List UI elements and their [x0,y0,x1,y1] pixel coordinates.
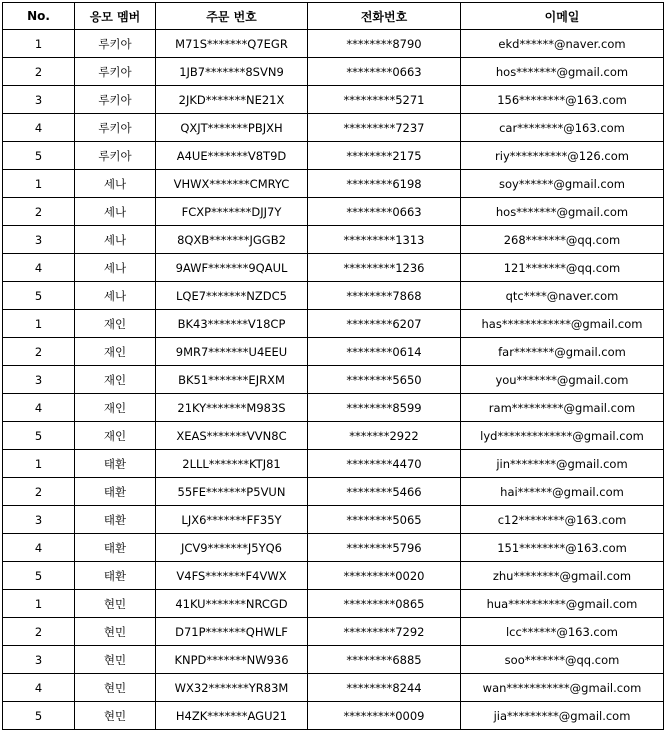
cell-order-number: LJX6*******FF35Y [156,506,308,534]
cell-member: 루키아 [75,58,156,86]
table-row [3,702,664,730]
cell-email: jin********@gmail.com [461,450,664,478]
cell-member: 세나 [75,226,156,254]
table-row [3,618,664,646]
cell-order-number: KNPD*******NW936 [156,646,308,674]
cell-email: 151********@163.com [461,534,664,562]
cell-no: 1 [3,170,75,198]
cell-member: 재인 [75,338,156,366]
cell-phone: ********5796 [308,534,461,562]
cell-member: 세나 [75,254,156,282]
cell-no: 3 [3,226,75,254]
cell-email: qtc****@naver.com [461,282,664,310]
cell-phone: *********0009 [308,702,461,730]
table-row [3,674,664,702]
cell-member: 세나 [75,282,156,310]
table-row [3,450,664,478]
cell-member: 현민 [75,646,156,674]
table-row [3,142,664,170]
cell-email: jia*********@gmail.com [461,702,664,730]
cell-phone: ********8244 [308,674,461,702]
cell-no: 4 [3,674,75,702]
cell-member: 재인 [75,366,156,394]
cell-no: 3 [3,366,75,394]
cell-order-number: A4UE*******V8T9D [156,142,308,170]
table-row [3,562,664,590]
cell-email: 121*******@qq.com [461,254,664,282]
cell-order-number: 9AWF*******9QAUL [156,254,308,282]
cell-email: hua**********@gmail.com [461,590,664,618]
cell-phone: *********7237 [308,114,461,142]
table-row [3,590,664,618]
cell-phone: ********8599 [308,394,461,422]
table-row [3,422,664,450]
cell-no: 4 [3,534,75,562]
table-row [3,226,664,254]
cell-member: 현민 [75,702,156,730]
cell-order-number: JCV9*******J5YQ6 [156,534,308,562]
cell-no: 5 [3,562,75,590]
cell-phone: ********5065 [308,506,461,534]
cell-phone: ********8790 [308,30,461,58]
cell-phone: ********0614 [308,338,461,366]
table-row [3,170,664,198]
cell-email: 156********@163.com [461,86,664,114]
table-row [3,646,664,674]
cell-email: hos*******@gmail.com [461,58,664,86]
cell-member: 현민 [75,674,156,702]
table-row [3,366,664,394]
cell-no: 5 [3,702,75,730]
cell-no: 1 [3,30,75,58]
cell-phone: ********0663 [308,58,461,86]
cell-no: 2 [3,478,75,506]
header-order-number: 주문 번호 [156,3,308,30]
cell-phone: ********6885 [308,646,461,674]
table-row [3,86,664,114]
cell-no: 3 [3,646,75,674]
cell-member: 루키아 [75,86,156,114]
cell-no: 4 [3,254,75,282]
cell-member: 재인 [75,422,156,450]
cell-order-number: 21KY*******M983S [156,394,308,422]
cell-phone: *********1313 [308,226,461,254]
cell-order-number: QXJT*******PBJXH [156,114,308,142]
cell-email: ram*********@gmail.com [461,394,664,422]
cell-email: hai******@gmail.com [461,478,664,506]
cell-phone: ********6198 [308,170,461,198]
cell-order-number: 8QXB*******JGGB2 [156,226,308,254]
cell-no: 1 [3,590,75,618]
cell-email: far*******@gmail.com [461,338,664,366]
cell-member: 현민 [75,590,156,618]
cell-phone: ********5650 [308,366,461,394]
cell-phone: ********4470 [308,450,461,478]
cell-member: 재인 [75,310,156,338]
cell-email: soy******@gmail.com [461,170,664,198]
entries-table [2,2,664,730]
cell-member: 루키아 [75,30,156,58]
cell-member: 재인 [75,394,156,422]
cell-order-number: 9MR7*******U4EEU [156,338,308,366]
table-header [3,3,664,30]
cell-no: 5 [3,422,75,450]
cell-member: 세나 [75,198,156,226]
cell-order-number: WX32*******YR83M [156,674,308,702]
cell-phone: *********5271 [308,86,461,114]
cell-member: 현민 [75,618,156,646]
cell-member: 태환 [75,534,156,562]
cell-email: riy**********@126.com [461,142,664,170]
cell-no: 3 [3,86,75,114]
cell-no: 1 [3,450,75,478]
cell-member: 루키아 [75,142,156,170]
cell-order-number: XEAS*******VVN8C [156,422,308,450]
cell-phone: *********0865 [308,590,461,618]
table-row [3,198,664,226]
cell-email: soo*******@qq.com [461,646,664,674]
cell-member: 태환 [75,506,156,534]
cell-order-number: BK51*******EJRXM [156,366,308,394]
cell-email: you*******@gmail.com [461,366,664,394]
header-phone: 전화번호 [308,3,461,30]
cell-order-number: 1JB7*******8SVN9 [156,58,308,86]
cell-phone: ********6207 [308,310,461,338]
cell-phone: *********0020 [308,562,461,590]
table-row [3,254,664,282]
cell-order-number: 2JKD*******NE21X [156,86,308,114]
cell-order-number: H4ZK*******AGU21 [156,702,308,730]
cell-order-number: VHWX*******CMRYC [156,170,308,198]
cell-no: 5 [3,282,75,310]
table-row [3,282,664,310]
cell-no: 4 [3,394,75,422]
cell-phone: ********7868 [308,282,461,310]
header-member: 응모 멤버 [75,3,156,30]
cell-no: 5 [3,142,75,170]
table-row [3,114,664,142]
cell-member: 태환 [75,450,156,478]
cell-email: c12********@163.com [461,506,664,534]
cell-no: 4 [3,114,75,142]
cell-email: ekd******@naver.com [461,30,664,58]
cell-no: 1 [3,310,75,338]
table-row [3,30,664,58]
cell-email: zhu********@gmail.com [461,562,664,590]
table-row [3,394,664,422]
cell-email: lcc******@163.com [461,618,664,646]
table-row [3,338,664,366]
cell-order-number: 55FE*******P5VUN [156,478,308,506]
cell-no: 2 [3,618,75,646]
table-body [3,30,664,730]
cell-order-number: M71S*******Q7EGR [156,30,308,58]
cell-order-number: FCXP*******DJJ7Y [156,198,308,226]
cell-no: 2 [3,338,75,366]
cell-phone: *********1236 [308,254,461,282]
cell-email: hos*******@gmail.com [461,198,664,226]
cell-email: 268*******@qq.com [461,226,664,254]
cell-email: has************@gmail.com [461,310,664,338]
table-row [3,478,664,506]
cell-order-number: 2LLL*******KTJ81 [156,450,308,478]
cell-no: 3 [3,506,75,534]
cell-member: 태환 [75,562,156,590]
header-email: 이메일 [461,3,664,30]
cell-phone: ********5466 [308,478,461,506]
header-row [3,3,664,30]
cell-member: 태환 [75,478,156,506]
cell-order-number: D71P*******QHWLF [156,618,308,646]
cell-phone: *******2922 [308,422,461,450]
cell-phone: *********7292 [308,618,461,646]
cell-member: 세나 [75,170,156,198]
cell-email: wan***********@gmail.com [461,674,664,702]
cell-order-number: LQE7*******NZDC5 [156,282,308,310]
cell-phone: ********0663 [308,198,461,226]
table-row [3,534,664,562]
cell-member: 루키아 [75,114,156,142]
cell-order-number: V4FS*******F4VWX [156,562,308,590]
cell-no: 2 [3,58,75,86]
cell-email: car********@163.com [461,114,664,142]
table-row [3,506,664,534]
cell-order-number: BK43*******V18CP [156,310,308,338]
cell-email: lyd*************@gmail.com [461,422,664,450]
table-row [3,310,664,338]
cell-phone: ********2175 [308,142,461,170]
header-no: No. [3,3,75,30]
cell-no: 2 [3,198,75,226]
table-row [3,58,664,86]
cell-order-number: 41KU*******NRCGD [156,590,308,618]
